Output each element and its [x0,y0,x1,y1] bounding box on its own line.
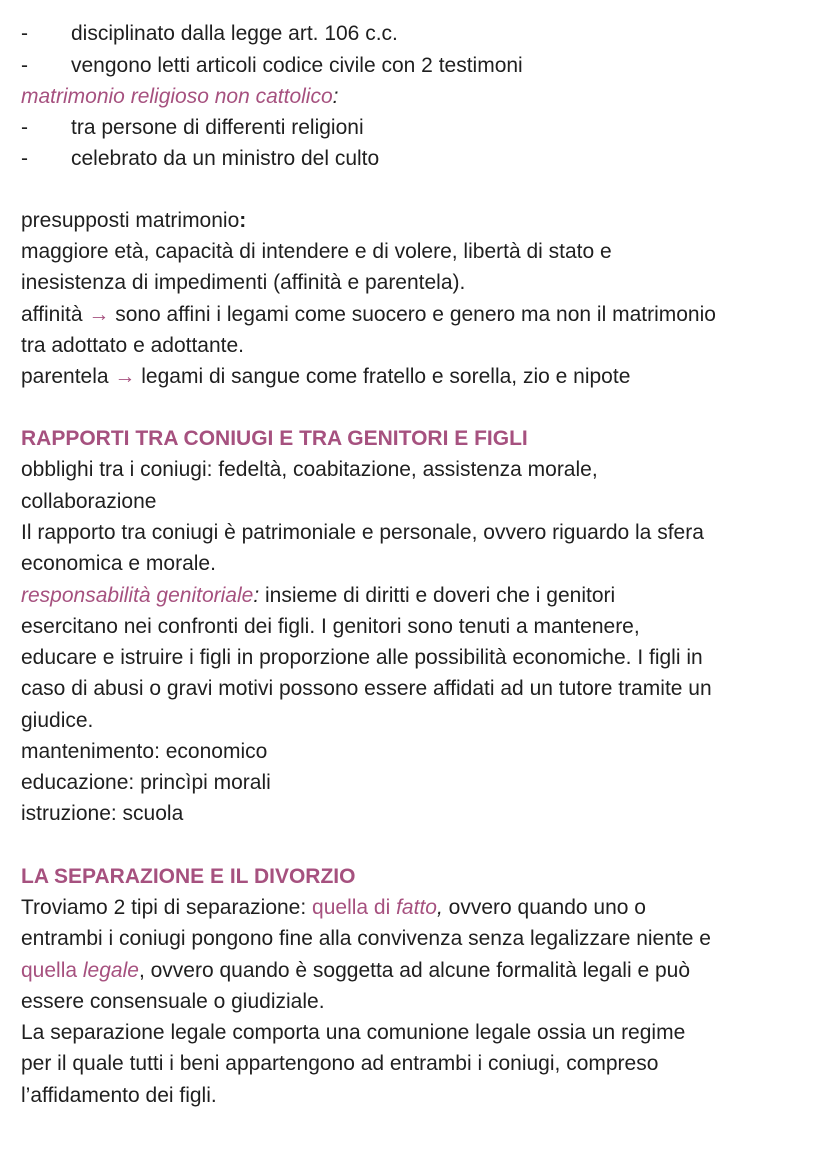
paragraph-line: maggiore età, capacità di intendere e di volere, libertà di stato e [21,240,612,263]
presupposti-title-colon: : [239,209,247,232]
highlight-fatto: fatto [396,896,437,919]
bullet-text: celebrato da un ministro del culto [71,147,380,170]
bullet-text: tra persone di differenti religioni [71,116,364,139]
subheading-colon: : [332,85,339,108]
paragraph-line: educare e istruire i figli in proporzione alle possibilità economiche. I figli in [21,646,703,669]
bullet-dash: - [21,116,28,139]
text-span: , [436,896,443,919]
paragraph-line: educazione: princìpi morali [21,771,271,794]
subheading-label: matrimonio religioso non cattolico [21,85,333,108]
paragraph-line: essere consensuale o giudiziale. [21,990,325,1013]
bullet-dash: - [21,54,28,77]
bullet-dash: - [21,147,28,170]
section-heading-rapporti: RAPPORTI TRA CONIUGI E TRA GENITORI E FIGLI [21,427,528,450]
bullet-text: vengono letti articoli codice civile con 2 testimoni [71,54,523,77]
paragraph-line: esercitano nei confronti dei figli. I genitori sono tenuti a mantenere, [21,615,640,638]
affinita-definition [21,299,716,330]
paragraph-line: per il quale tutti i beni appartengono ad entrambi i coniugi, compreso [21,1052,659,1075]
paragraph-line: inesistenza di impedimenti (affinità e parentela). [21,271,466,294]
paragraph-line: Il rapporto tra coniugi è patrimoniale e personale, ovvero riguardo la sfera [21,521,704,544]
paragraph-line: l’affidamento dei figli. [21,1084,217,1107]
highlight-legale: legale [82,959,139,982]
paragraph-line: tra adottato e adottante. [21,334,245,357]
highlight-quella: quella [21,959,83,982]
paragraph-line [21,955,690,986]
paragraph-line: istruzione: scuola [21,802,184,825]
paragraph-line: obblighi tra i coniugi: fedeltà, coabitazione, assistenza morale, [21,458,598,481]
arrow-icon: → [114,365,136,388]
paragraph-line: entrambi i coniugi pongono fine alla convivenza senza legalizzare niente e [21,927,711,950]
responsabilita-definition [21,580,615,611]
highlight-quella-di: quella di [312,896,397,919]
responsabilita-term: responsabilità genitoriale [21,584,254,607]
affinita-text: sono affini i legami come suocero e genero ma non il matrimonio [115,303,716,326]
paragraph-line: La separazione legale comporta una comunione legale ossia un regime [21,1021,686,1044]
affinita-term: affinità [21,303,83,326]
text-span: Troviamo 2 tipi di separazione: [21,896,313,919]
presupposti-title [21,205,246,236]
subheading-non-cattolico [21,81,339,112]
arrow-icon: → [88,303,110,326]
presupposti-title-text: presupposti matrimonio [21,209,240,232]
parentela-text: legami di sangue come fratello e sorella, zio e nipote [141,365,631,388]
paragraph-line: collaborazione [21,490,157,513]
bullet-text: disciplinato dalla legge art. 106 c.c. [71,22,398,45]
responsabilita-colon: : [253,584,260,607]
text-span: ovvero quando uno o [442,896,646,919]
text-span: , ovvero quando è soggetta ad alcune formalità legali e può [138,959,690,982]
responsabilita-text: insieme di diritti e doveri che i genitori [259,584,616,607]
parentela-definition [21,361,630,392]
paragraph-line: giudice. [21,709,94,732]
bullet-dash: - [21,22,28,45]
paragraph-line [21,892,646,923]
section-heading-separazione: LA SEPARAZIONE E IL DIVORZIO [21,865,356,888]
paragraph-line: economica e morale. [21,552,216,575]
paragraph-line: mantenimento: economico [21,740,268,763]
paragraph-line: caso di abusi o gravi motivi possono essere affidati ad un tutore tramite un [21,677,712,700]
parentela-term: parentela [21,365,109,388]
